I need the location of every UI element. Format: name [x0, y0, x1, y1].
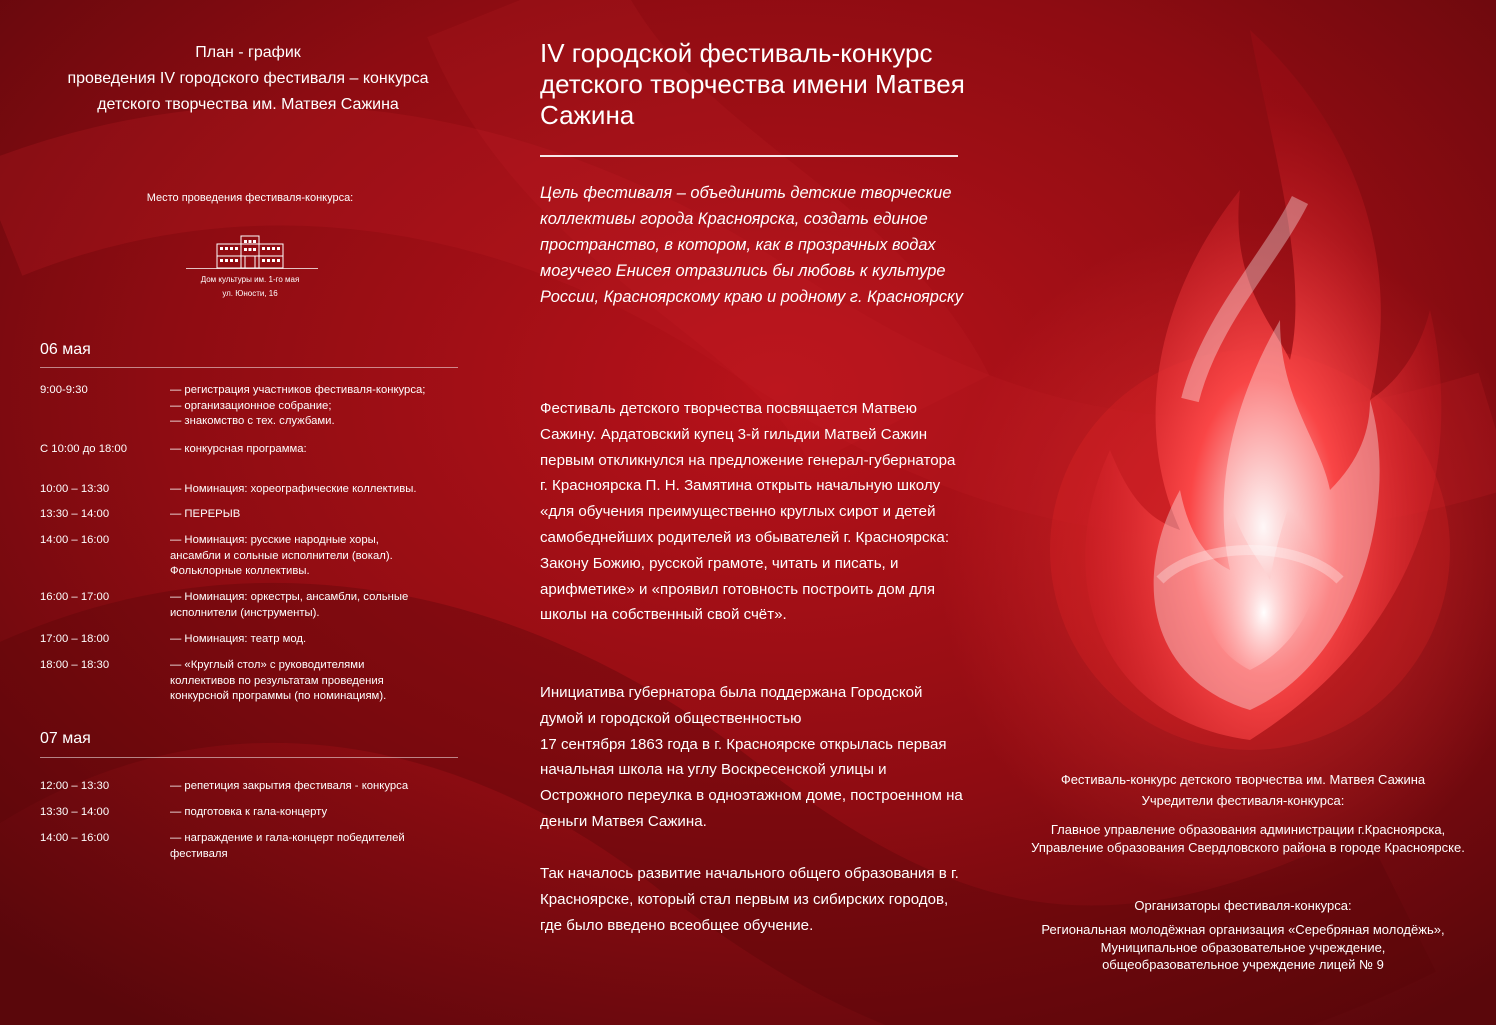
schedule-time: 10:00 – 13:30	[40, 483, 110, 495]
venue-divider	[186, 268, 318, 269]
schedule-time: 12:00 – 13:30	[40, 780, 110, 792]
venue-info	[160, 273, 340, 301]
festival-goal: Цель фестиваля – объединить детские творческие коллективы города Красноярска, создать единое пространство, в котором, как в прозрачных водах могучего Енисея отразились бы любовь к культуре России, Красноярскому краю и родному г. Красноярску	[540, 184, 963, 306]
festival-name: Фестиваль-конкурс детского творчества им. Матвея Сажина	[1060, 772, 1426, 787]
page-title: IV городской фестиваль-конкурс детского творчества имени Матвея Сажина	[540, 38, 965, 130]
title-divider	[540, 155, 958, 157]
organizers: Региональная молодёжная организация «Серебряная молодёжь», Муниципальное образовательное учреждение, общеобразовательное учреждение лицей № 9	[1041, 922, 1445, 972]
day-divider	[40, 757, 458, 758]
schedule-title-line: проведения IV городского фестиваля – конкурса	[67, 70, 429, 87]
venue-address: ул. Юности, 16	[222, 289, 278, 298]
schedule-time: С 10:00 до 18:00	[40, 443, 127, 455]
day-divider	[40, 367, 458, 368]
organizers-panel	[1000, 0, 1496, 1025]
schedule-desc: — репетиция закрытия фестиваля - конкурса	[170, 780, 409, 792]
history-paragraph: Фестиваль детского творчества посвящается Матвею Сажину. Ардатовский купец 3-й гильдии Матвей Сажин первым откликнулся на предложение генерал-губернатора г. Красноярска П. Н. Замятина открыть начальную школу «для обучения преимущественно круглых сирот и детей самобеднейших родителей из обывателей г. Красноярска: Закону Божию, русской грамоте, читать и писать, и арифметике» и «проявил готовность построить дом для школы на собственный свой счёт».	[540, 400, 956, 624]
schedule-time: 17:00 – 18:00	[40, 633, 110, 645]
schedule-desc: — подготовка к гала-концерту	[170, 806, 328, 818]
history-paragraph: Инициатива губернатора была поддержана Городской думой и городской общественностью 17 сентября 1863 года в г. Красноярске открылась первая начальная школа на углу Воскресенской улицы и Острожного переулка в одноэтажном доме, построенном на деньги Матвея Сажина.	[540, 684, 963, 830]
schedule-time: 16:00 – 17:00	[40, 591, 110, 603]
schedule-desc: — «Круглый стол» с руководителями коллективов по результатам проведения конкурсной программы (по номинациям).	[170, 659, 387, 703]
schedule-time: 13:30 – 14:00	[40, 806, 110, 818]
schedule-time: 18:00 – 18:30	[40, 659, 110, 671]
schedule-desc: — Номинация: хореографические коллективы.	[170, 483, 417, 495]
day-heading: 06 мая	[40, 341, 91, 358]
schedule-time: 14:00 – 16:00	[40, 534, 110, 546]
building-icon	[215, 234, 285, 270]
info-panel	[540, 0, 980, 1025]
schedule-desc: — ПЕРЕРЫВ	[170, 508, 241, 520]
schedule-time: 13:30 – 14:00	[40, 508, 110, 520]
venue-name: Дом культуры им. 1-го мая	[200, 275, 300, 284]
venue-label: Место проведения фестиваля-конкурса:	[146, 192, 354, 204]
schedule-desc: — Номинация: театр мод.	[170, 633, 307, 645]
founders-label: Учредители фестиваля-конкурса:	[1141, 793, 1345, 808]
flame-icon	[1040, 20, 1460, 760]
history-paragraph: Так началось развитие начального общего образования в г. Красноярске, который стал первым из сибирских городов, где было введено всеобщее обучение.	[540, 865, 959, 934]
schedule-desc: — конкурсная программа:	[170, 443, 307, 455]
schedule-time: 14:00 – 16:00	[40, 832, 110, 844]
schedule-time: 9:00-9:30	[40, 384, 88, 396]
schedule-desc: — награждение и гала-концерт победителей фестиваля	[170, 832, 405, 860]
day-heading: 07 мая	[40, 730, 91, 747]
schedule-title-line: План - график	[195, 44, 301, 61]
schedule-desc: — Номинация: русские народные хоры, ансамбли и сольные исполнители (вокал). Фольклорные коллективы.	[170, 534, 393, 578]
schedule-title	[30, 40, 466, 118]
founders: Главное управление образования администрации г.Красноярска, Управление образования Свердловского района в городе Красноярске.	[1031, 822, 1465, 855]
schedule-desc: — регистрация участников фестиваля-конкурса; — организационное собрание; — знакомство с тех. службами.	[170, 384, 426, 428]
organizers-label: Организаторы фестиваля-конкурса:	[1134, 898, 1352, 913]
schedule-panel	[0, 0, 500, 1025]
schedule-title-line: детского творчества им. Матвея Сажина	[97, 96, 399, 113]
schedule-desc: — Номинация: оркестры, ансамбли, сольные исполнители (инструменты).	[170, 591, 409, 619]
